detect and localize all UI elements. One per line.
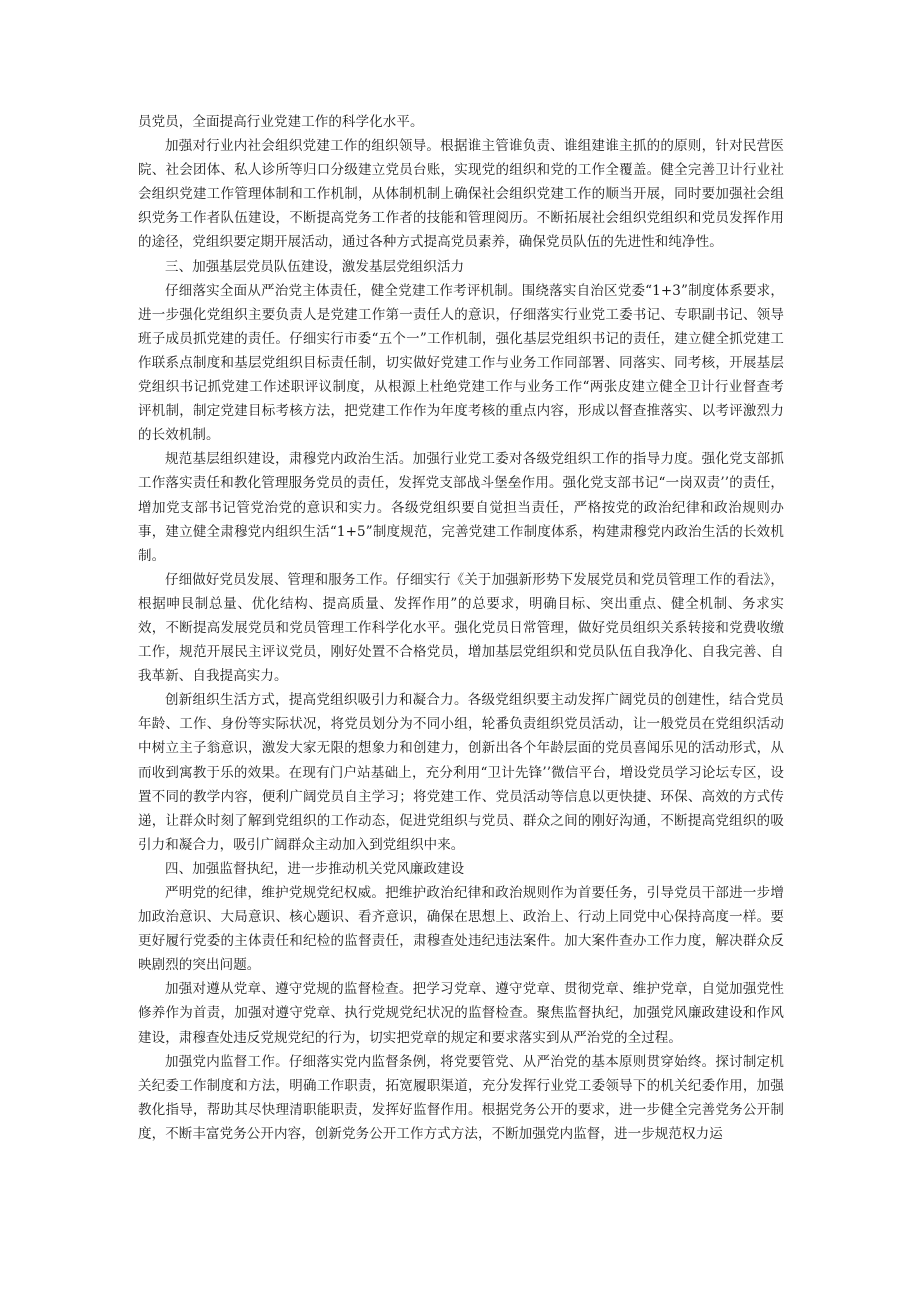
paragraph-continuation: 员党员，全面提高行业党建工作的科学化水平。 (138, 114, 424, 130)
paragraph-grassroots-org: 规范基层组织建设，肃穆党内政治生活。加强行业党工委对各级党组织工作的指导力度。强化党支部抓工作落实责任和教化管理服务党员的责任，发挥党支部战斗堡垒作用。强化党支部书记“一岗双责’’的责任，增加党支部书记管党治党的意识和实力。各级党组织要自觉担当责任，严格按党的政治纪律和政治规则办事，建立健全肃穆党内组织生活“1+5”制度规范，完善党建工作制度体系，构建肃穆党内政治生活的长效机制。 (138, 451, 784, 564)
section-heading-3: 三、加强基层党员队伍建设，激发基层党组织活力 (165, 258, 465, 275)
paragraph-member-development: 仔细做好党员发展、管理和服务工作。仔细实行《关于加强新形势下发展党员和党员管理工作的看法》，根据呻艮制总量、优化结构、提高质量、发挥作用”的总要求，明确目标、突出重点、健全机制、务求实效，不断提高发展党员和党员管理工作科学化水平。强化党员日常管理，做好党员组织关系转接和党费收缴工作，规范开展民主评议党员，刚好处置不合格党员，增加基层党组织和党员队伍自我净化、自我完善、自我革新、自我提高实力。 (138, 571, 784, 685)
paragraph-social-org-leadership: 加强对行业内社会组织党建工作的组织领导。根据谁主管谁负责、谁组建谁主抓的的原则，针对民营医院、社会团体、私人诊所等归口分级建立党员台账，实现党的组织和党的工作全覆盖。健全完善卫计行业社会组织党建工作管理体制和工作机制，从体制机制上确保社会组织党建工作的顺当开展，同时要加强社会组织党务工作者队伍建设，不断提高党务工作者的技能和管理阅历。不断拓展社会组织党组织和党员发挥作用的途径，党组织要定期开展活动，通过各种方式提高党员素养，确保党员队伍的先进性和纯净性。 (138, 138, 784, 251)
paragraph-responsibility: 仔细落实全面从严治党主体责任，健全党建工作考评机制。围绕落实自治区党委“1+3”制度体系要求，进一步强化党组织主要负责人是党建工作第一责任人的意识，仔细落实行业党工委书记、专职副书记、领导班子成员抓党建的责任。仔细实行市委“五个一”工作机制，强化基层党组织书记的责任，建立健全抓党建工作联系点制度和基层党组织目标责任制，切实做好党建工作与业务工作同部署、同落实、同考核，开展基层党组织书记抓党建工作述职评议制度，从根源上杜绝党建工作与业务工作“两张皮建立健全卫计行业督查考评机制，制定党建目标考核方法，把党建工作作为年度考核的重点内容，形成以督查推落实、以考评激烈力的长效机制。 (138, 282, 784, 444)
paragraph-party-discipline: 严明党的纪律，维护党规党纪权威。把维护政治纪律和政治规则作为首要任务，引导党员干部进一步增加政治意识、大局意识、核心题识、看齐意识，确保在思想上、政治上、行动上同党中心保持高度一样。要更好履行党委的主体责任和纪检的监督责任，肃穆查处违纪违法案件。加大案件查办工作力度，解决群众反映剧烈的突出问题。 (138, 885, 784, 974)
document-body (138, 110, 784, 1146)
section-heading-4: 四、加强监督执纪，进一步推动机关党风廉政建设 (165, 860, 465, 877)
paragraph-constitution-supervision: 加强对遵从党章、遵守党规的监督检查。把学习党章、遵守党章、贯彻党章、维护党章，自觉加强党性修养作为首责，加强对遵守党章、执行党规党纪状况的监督检查。聚焦监督执纪，加强党风廉政建设和作风建设，肃穆查处违反党规党纪的行为，切实把党章的规定和要求落实到从严治党的全过程。 (138, 981, 784, 1046)
paragraph-internal-supervision: 加强党内监督工作。仔细落实党内监督条例，将党要管党、从严治党的基本原则贯穿始终。探讨制定机关纪委工作制度和方法，明确工作职责，拓宽履职渠道，充分发挥行业党工委领导下的机关纪委作用，加强教化指导，帮助其尽快理清职能职责，发挥好监督作用。根据党务公开的要求，进一步健全完善党务公开制度，不断丰富党务公开内容，创新党务公开工作方式方法，不断加强党内监督，进一步规范权力运 (138, 1053, 784, 1142)
paragraph-org-life-innovation: 创新组织生活方式，提高党组织吸引力和凝合力。各级党组织要主动发挥广阔党员的创建性，结合党员年龄、工作、身份等实际状况，将党员划分为不同小组，轮番负责组织党员活动，让一般党员在党组织活动中树立主子翁意识，激发大家无限的想象力和创建力，创新出各个年龄层面的党员喜闻乐见的活动形式，从而收到寓教于乐的效果。在现有门户站基础上，充分利用“卫计先锋’’微信平台，增设党员学习论坛专区，设置不同的教学内容，便利广阔党员自主学习；将党建工作、党员活动等信息以更快捷、环保、高效的方式传递，让群众时刻了解到党组织的工作动态，促进党组织与党员、群众之间的刚好沟通，不断提高党组织的吸引力和凝合力，吸引广阔群众主动加入到党组织中来。 (138, 692, 784, 853)
